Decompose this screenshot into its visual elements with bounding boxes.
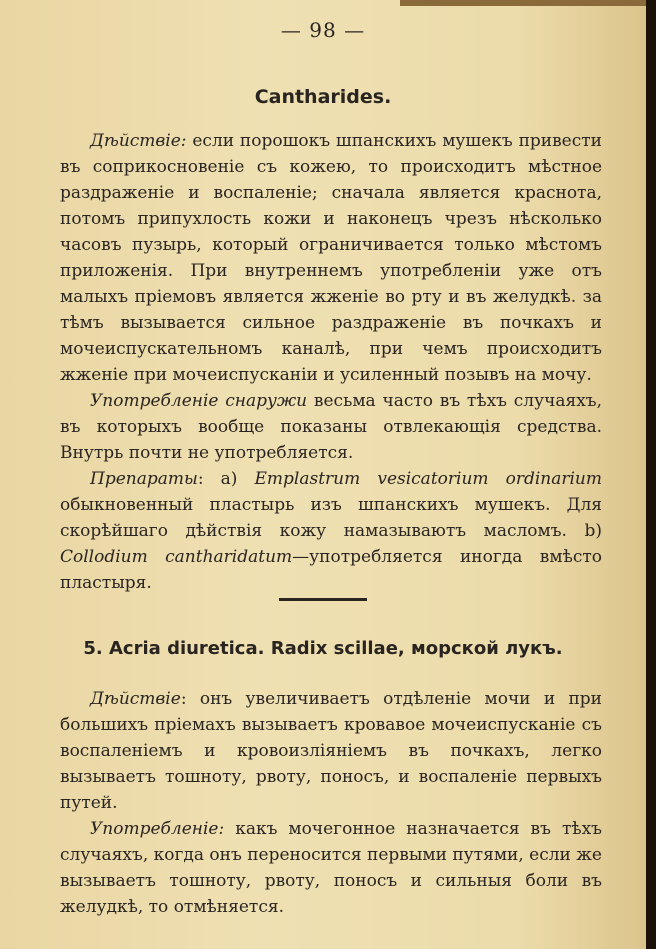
label-external-use: Употребленіе снаружи	[90, 391, 308, 411]
paragraph-scilla-use	[60, 816, 602, 920]
section-body-scilla	[60, 686, 602, 920]
section-divider	[279, 598, 367, 601]
label-action: Дѣйствіе:	[90, 131, 187, 151]
text-action: если порошокъ шпанскихъ мушекъ привести въ соприкосновеніе съ кожею, то происходитъ мѣстное раздраженіе и воспаленіе; сначала является краснота, потомъ припухлость кожи и наконецъ чрезъ нѣсколько часовъ пузырь, который ограничивается только мѣстомъ приложенія. При внутреннемъ употребленіи уже отъ малыхъ пріемовъ является жженіе во рту и въ желудкѣ. за тѣмъ вызывается сильное раздраженіе въ почкахъ и мочеиспускательномъ каналѣ, при чемъ происходитъ жженіе при мочеиспусканіи и усиленный позывъ на мочу.	[60, 131, 602, 385]
paragraph-preparations	[60, 466, 602, 596]
text-preparations-a: : а)	[197, 469, 255, 489]
latin-emplastrum: Emplastrum vesicatorium ordinarium	[254, 469, 602, 489]
paragraph-scilla-action	[60, 686, 602, 816]
text-external-use: весьма часто въ тѣхъ случаяхъ, въ которыхъ вообще показаны отвлекающія средства. Внутрь почти не употребляется.	[60, 391, 602, 463]
page-number: — 98 —	[280, 18, 366, 42]
label-scilla-action: Дѣйствіе	[90, 689, 181, 709]
text-scilla-action: : онъ увеличиваетъ отдѣленіе мочи и при большихъ пріемахъ вызываетъ кровавое мочеиспусканіе съ воспаленіемъ и кровоизліяніемъ въ почкахъ, легко вызываетъ тошноту, рвоту, поносъ, и воспаленіе первыхъ путей.	[60, 689, 602, 813]
label-scilla-use: Употребленіе:	[90, 819, 225, 839]
latin-collodium: Collodium cantharidatum	[60, 547, 293, 567]
label-preparations: Препараты	[90, 469, 198, 489]
paragraph-external-use	[60, 388, 602, 466]
section-body-cantharides	[60, 128, 602, 596]
text-scilla-use: какъ мочегонное назначается въ тѣхъ случаяхъ, когда онъ переносится первыми путями, если же вызываетъ тошноту, рвоту, поносъ и сильныя боли въ желудкѣ, то отмѣняется.	[60, 819, 602, 917]
text-preparations-1: обыкновенный пластырь изъ шпанскихъ мушекъ. Для скорѣйшаго дѣйствія кожу намазываютъ масломъ. b)	[60, 495, 602, 541]
section-heading-scilla: 5. Acria diuretica. Radix scillae, морской лукъ.	[83, 638, 563, 659]
page-edge-bar	[400, 0, 646, 6]
text-preparations-2: —употребляется иногда вмѣсто пластыря.	[60, 547, 602, 593]
paragraph-action	[60, 128, 602, 388]
section-heading-cantharides: Cantharides.	[254, 86, 392, 108]
